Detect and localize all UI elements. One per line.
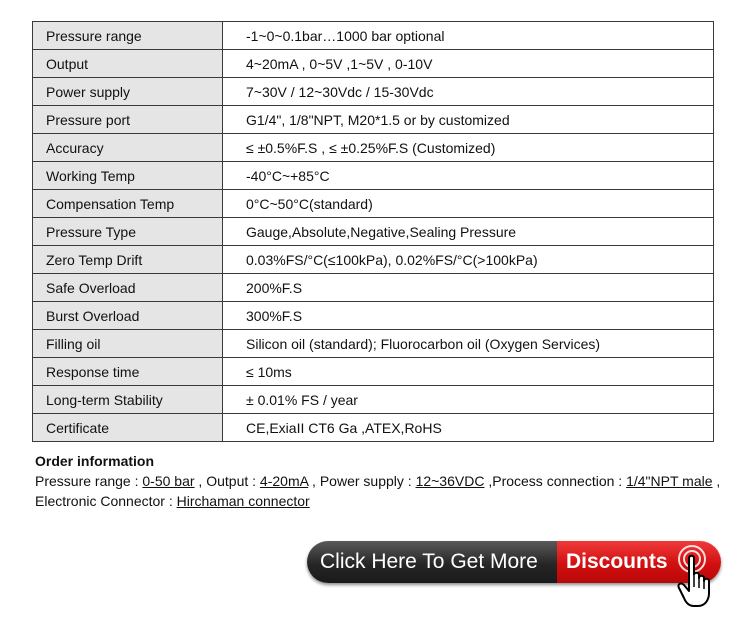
spec-label: Response time: [33, 358, 223, 386]
spec-value: CE,ExiaII CT6 Ga ,ATEX,RoHS: [223, 414, 714, 442]
electronic-connector-label: Electronic Connector :: [35, 493, 177, 509]
spec-value: 200%F.S: [223, 274, 714, 302]
spec-row: [33, 302, 714, 330]
spec-label: Pressure port: [33, 106, 223, 134]
spec-label: Safe Overload: [33, 274, 223, 302]
spec-row: [33, 22, 714, 50]
order-information: [35, 451, 720, 511]
spec-row: [33, 134, 714, 162]
power-supply-label: , Power supply :: [308, 473, 416, 489]
specifications-table-body: [33, 22, 714, 442]
spec-value: ≤ ±0.5%F.S , ≤ ±0.25%F.S (Customized): [223, 134, 714, 162]
cta-discounts-label: Discounts: [557, 541, 721, 583]
spec-value: 0.03%FS/°C(≤100kPa), 0.02%FS/°C(>100kPa): [223, 246, 714, 274]
order-information-title: Order information: [35, 453, 155, 469]
spec-value: Gauge,Absolute,Negative,Sealing Pressure: [223, 218, 714, 246]
spec-row: [33, 106, 714, 134]
spec-value: Silicon oil (standard); Fluorocarbon oil (Oxygen Services): [223, 330, 714, 358]
spec-row: [33, 330, 714, 358]
order-line-2: [35, 491, 720, 511]
spec-value: 4~20mA , 0~5V ,1~5V , 0-10V: [223, 50, 714, 78]
pressure-range-label: Pressure range :: [35, 473, 143, 489]
spec-label: Accuracy: [33, 134, 223, 162]
spec-label: Output: [33, 50, 223, 78]
line-trailing-comma: ,: [712, 473, 721, 489]
spec-row: [33, 386, 714, 414]
cta-left-label: Click Here To Get More: [307, 541, 557, 583]
spec-row: [33, 246, 714, 274]
spec-value: -40°C~+85°C: [223, 162, 714, 190]
spec-value: 300%F.S: [223, 302, 714, 330]
spec-value: -1~0~0.1bar…1000 bar optional: [223, 22, 714, 50]
spec-label: Pressure range: [33, 22, 223, 50]
get-discounts-button[interactable]: [307, 541, 721, 583]
output-label: , Output :: [194, 473, 260, 489]
spec-label: Long-term Stability: [33, 386, 223, 414]
spec-row: [33, 78, 714, 106]
spec-row: [33, 162, 714, 190]
spec-label: Pressure Type: [33, 218, 223, 246]
spec-value: G1/4", 1/8"NPT, M20*1.5 or by customized: [223, 106, 714, 134]
spec-value: ≤ 10ms: [223, 358, 714, 386]
specifications-table: [32, 21, 714, 442]
spec-label: Burst Overload: [33, 302, 223, 330]
hand-pointer-icon: [672, 543, 720, 609]
order-line-1: [35, 471, 720, 491]
spec-label: Compensation Temp: [33, 190, 223, 218]
pressure-range-value: 0-50 bar: [142, 473, 195, 489]
electronic-connector-value: Hirchaman connector: [176, 493, 310, 509]
process-connection-value: 1/4"NPT male: [626, 473, 713, 489]
spec-row: [33, 190, 714, 218]
spec-row: [33, 414, 714, 442]
spec-label: Certificate: [33, 414, 223, 442]
spec-row: [33, 358, 714, 386]
spec-value: 0°C~50°C(standard): [223, 190, 714, 218]
output-value: 4-20mA: [259, 473, 309, 489]
spec-row: [33, 50, 714, 78]
spec-label: Working Temp: [33, 162, 223, 190]
spec-row: [33, 218, 714, 246]
spec-value: ± 0.01% FS / year: [223, 386, 714, 414]
spec-label: Power supply: [33, 78, 223, 106]
spec-row: [33, 274, 714, 302]
spec-value: 7~30V / 12~30Vdc / 15-30Vdc: [223, 78, 714, 106]
spec-label: Zero Temp Drift: [33, 246, 223, 274]
process-connection-label: ,Process connection :: [484, 473, 627, 489]
power-supply-value: 12~36VDC: [415, 473, 485, 489]
spec-label: Filling oil: [33, 330, 223, 358]
